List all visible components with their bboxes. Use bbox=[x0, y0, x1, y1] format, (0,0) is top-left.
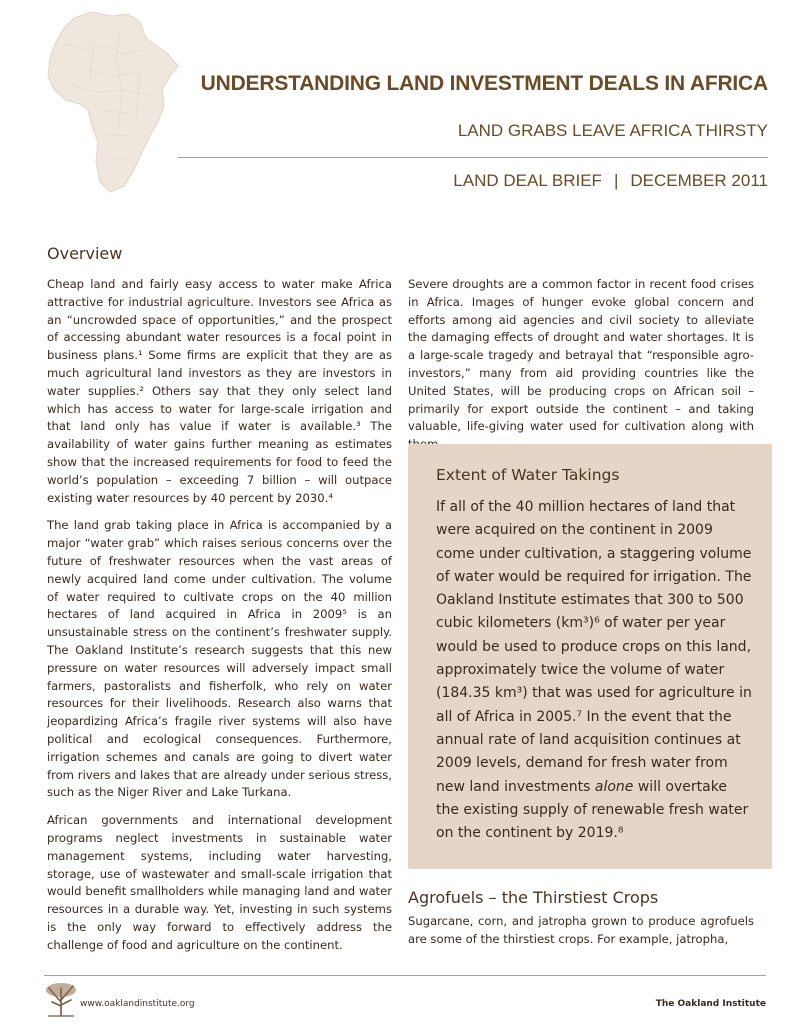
agrofuels-heading: Agrofuels – the Thirstiest Crops bbox=[408, 888, 659, 907]
overview-paragraph-1: Cheap land and fairly easy access to water make Africa attractive for industrial agriculture. Investors see Africa as an “uncrowded space of opportunities,” and the prospect of accessing abundant water resources is a focal point in business plans.¹ Some firms are explicit that they are as much agricultural land investors as they are investors in water supplies.² Others say that they only select land which has access to water for large-scale irrigation and that land only has value if water is available.³ The availability of water gains further meaning as estimates show that the increased requirements for food to feed the world’s population – exceeding 7 billion – will outpace existing water resources by 40 percent by 2030.⁴ bbox=[47, 277, 392, 505]
brief-date: DECEMBER 2011 bbox=[630, 171, 768, 190]
agrofuels-paragraph: Sugarcane, corn, and jatropha grown to produce agrofuels are some of the thirstiest crops. For example, jatropha, bbox=[408, 914, 754, 946]
water-takings-sidebar bbox=[408, 444, 772, 869]
header-divider bbox=[178, 157, 768, 158]
overview-right-paragraph: Severe droughts are a common factor in recent food crises in Africa. Images of hunger evoke global concern and efforts among aid agencies and civil society to alleviate the damaging effects of drought and water shortages. It is a large-scale tragedy and betrayal that “responsible agro-investors,” many from aid providing countries like the United States, will be producing crops on African soil – primarily for export outside the continent – and taking valuable, life-giving water used for cultivation along with bbox=[408, 277, 754, 434]
agrofuels-column bbox=[408, 913, 754, 959]
africa-map-icon bbox=[44, 10, 186, 196]
right-column-top bbox=[408, 276, 754, 464]
sidebar-title: Extent of Water Takings bbox=[436, 466, 620, 484]
brief-line bbox=[300, 171, 768, 191]
footer-url-link[interactable]: www.oaklandinstitute.org bbox=[80, 999, 195, 1009]
sidebar-body bbox=[436, 496, 752, 845]
sidebar-body-emphasis: alone bbox=[594, 778, 634, 795]
overview-heading: Overview bbox=[47, 244, 123, 263]
overview-paragraph-3: African governments and international development programs neglect investments in sustainable water management systems, including water harvesting, storage, use of wastewater and small-scale irrigation that would benefit smallholders while managing land and water resources in a durable way. Yet, investing in such systems is the only way forward to effectively address the challenge of food and agriculture on the continent. bbox=[47, 813, 392, 952]
brief-label: LAND DEAL BRIEF bbox=[453, 171, 602, 190]
footer-divider bbox=[44, 975, 766, 976]
left-column bbox=[47, 276, 392, 964]
tree-logo-icon bbox=[44, 978, 78, 1018]
overview-paragraph-2: The land grab taking place in Africa is accompanied by a major “water grab” which raises serious concerns over the future of freshwater resources when the vast areas of newly acquired land come under cultivation. The volume of water required to cultivate crops on the 40 million hectares of land acquired in Africa in 2009⁵ is an unsustainable stress on the continent’s freshwater supply. The Oakland Institute’s research suggests that this new pressure on water resources will adversely impact small farmers, pastoralists and fisherfolk, who rely on water resources for their livelihoods. Research also warns that jeopardizing Africa’s fragile river systems will also have political and ecological consequences. Furthermore, irrigation schemes and canals are going to divert water from rivers and lakes that are already under serious stress, such as the Niger River and Lake Turkana. bbox=[47, 518, 392, 800]
document-subtitle: LAND GRABS LEAVE AFRICA THIRSTY bbox=[457, 121, 768, 140]
footer-organization: The Oakland Institute bbox=[655, 999, 766, 1009]
brief-separator: | bbox=[613, 171, 619, 190]
sidebar-body-part-2: will overtake the existing supply of renewable fresh water on the continent by 2019.⁸ bbox=[436, 778, 749, 842]
sidebar-body-part-1: If all of the 40 million hectares of land that were acquired on the continent in 2009 come under cultivation, a staggering volume of water would be required for irrigation. The Oakland Institute estimates that 300 to 500 cubic kilometers (km³)⁶ of water per year would be used to produce crops on this land, approximately twice the volume of water (184.35 km³) that was used for agriculture in all of Africa in 2005.⁷ In the event that the annual rate of land acquisition continues at 2009 levels, demand for fresh water from new land investments bbox=[436, 499, 752, 795]
document-title: UNDERSTANDING LAND INVESTMENT DEALS IN AFRICA bbox=[200, 72, 768, 95]
